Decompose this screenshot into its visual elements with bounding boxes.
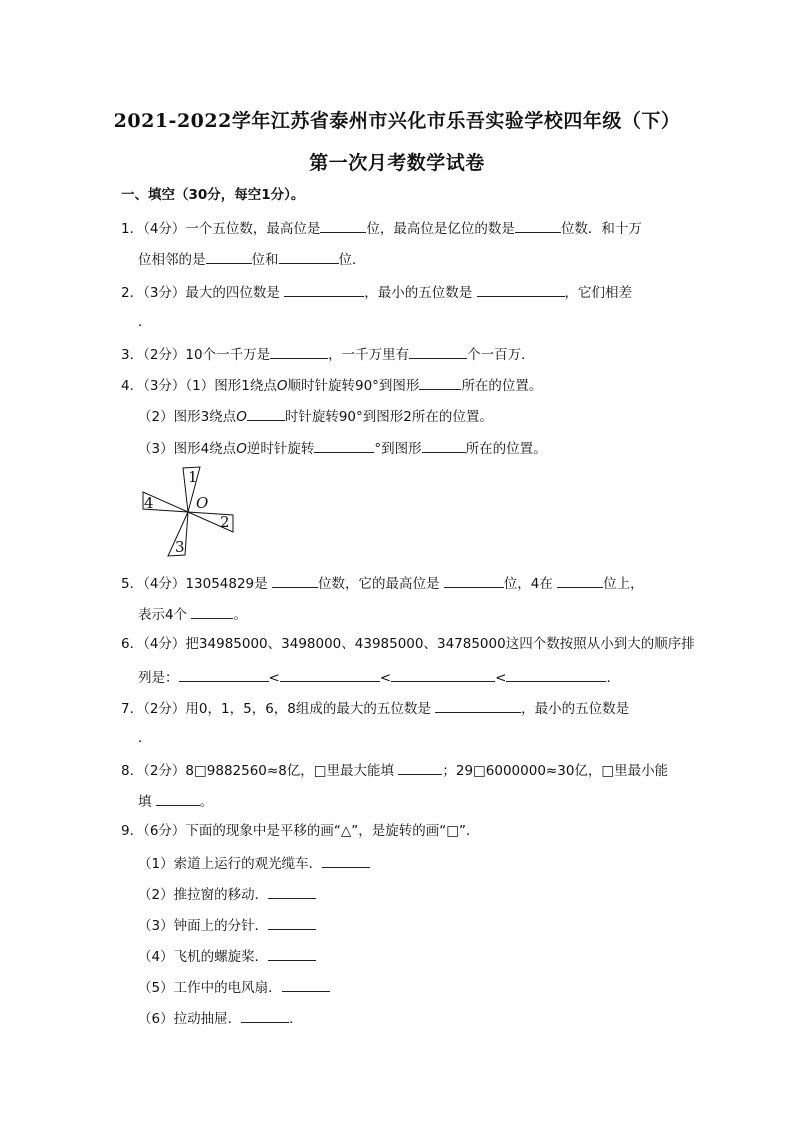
answer-blank[interactable]: [557, 573, 603, 588]
less-than-sign: <: [379, 670, 392, 686]
answer-blank[interactable]: [268, 915, 316, 930]
q3-text-b: ，一千万里有: [328, 347, 410, 363]
figure-label-4: 4: [144, 494, 154, 512]
question-8-line1: [121, 760, 668, 780]
question-6-line2: [138, 667, 620, 687]
question-9: 9．（6分）下面的现象中是平移的画“△”，是旋转的画“□”．: [121, 823, 480, 839]
answer-blank[interactable]: [179, 667, 269, 682]
q8-text-d: 。: [199, 794, 214, 810]
exam-title-line1: 2021-2022学年江苏省泰州市兴化市乐吾实验学校四年级（下）: [113, 110, 681, 132]
answer-blank[interactable]: [322, 853, 370, 868]
answer-blank[interactable]: [156, 791, 200, 806]
answer-blank[interactable]: [314, 438, 374, 453]
question-7-line2: ．: [138, 730, 152, 746]
q7-text-a: 7．（2分）用0，1，5，6，8组成的最大的五位数是: [121, 701, 431, 717]
q3-text-c: 个一百万．: [467, 347, 535, 363]
exam-title-line2: 第一次月考数学试卷: [309, 152, 485, 174]
q2-text-a: 2．（3分）最大的四位数是: [121, 285, 280, 301]
q2-text-b: ，最小的五位数是: [364, 285, 473, 301]
figure-point-o: O: [196, 494, 209, 512]
answer-blank[interactable]: [515, 218, 561, 233]
answer-blank[interactable]: [241, 1008, 289, 1023]
q9-item-text: （3）钟面上的分针．: [138, 918, 269, 934]
less-than-sign: <: [495, 670, 507, 686]
answer-blank[interactable]: [280, 667, 380, 682]
answer-blank[interactable]: [435, 698, 521, 713]
q4-text-g: 逆时针旋转: [246, 441, 315, 457]
answer-blank[interactable]: [422, 438, 466, 453]
answer-blank[interactable]: [279, 249, 339, 264]
q2-text-c: ，它们相差: [564, 285, 633, 301]
answer-blank[interactable]: [272, 573, 318, 588]
q9-item-dot: ．: [289, 1011, 303, 1027]
q4-text-a: 4．（3分）（1）图形1绕点: [121, 378, 277, 394]
rotation-figure: [138, 462, 250, 562]
less-than-sign: <: [268, 670, 280, 686]
q5-text-f: 。: [233, 607, 247, 623]
question-8-line2: [138, 791, 213, 811]
q6-end: ．: [606, 670, 620, 686]
question-1-line2: [138, 249, 366, 269]
question-2-line1: [121, 282, 632, 302]
answer-blank[interactable]: [268, 946, 316, 961]
q4-text-d: （2）图形3绕点: [138, 409, 237, 425]
q1-text-c: 位数．和十万: [560, 221, 642, 237]
answer-blank[interactable]: [398, 760, 442, 775]
answer-blank[interactable]: [506, 667, 606, 682]
figure-label-2: 2: [220, 513, 230, 531]
q9-item: [138, 946, 316, 966]
q9-item: [138, 1008, 303, 1028]
answer-blank[interactable]: [191, 604, 233, 619]
question-4-line3: [138, 438, 547, 458]
question-4-line1: [121, 375, 542, 395]
answer-blank[interactable]: [206, 249, 252, 264]
answer-blank[interactable]: [282, 977, 330, 992]
q5-text-b: 位数，它的最高位是: [317, 576, 440, 592]
answer-blank[interactable]: [409, 344, 467, 359]
q4-text-i: 所在的位置。: [465, 441, 547, 457]
q9-item-text: （6）拉动抽屉．: [138, 1011, 242, 1027]
point-o-label: O: [236, 441, 247, 457]
question-1-line1: [121, 218, 642, 238]
figure-label-1: 1: [188, 468, 198, 486]
question-4-line2: [138, 406, 493, 426]
q3-text-a: 3．（2分）10个一千万是: [121, 347, 271, 363]
q9-item-text: （4）飞机的螺旋桨．: [138, 949, 269, 965]
answer-blank[interactable]: [320, 218, 366, 233]
q4-text-b: 顺时针旋转90°到图形: [287, 378, 420, 394]
q7-text-b: ，最小的五位数是: [521, 701, 630, 717]
q9-item-text: （5）工作中的电风扇．: [138, 980, 282, 996]
point-o-label: O: [276, 378, 288, 394]
answer-blank[interactable]: [268, 884, 316, 899]
q8-text-a: 8．（2分）8□9882560≈8亿，□里最大能填: [121, 763, 395, 779]
q1-text-d: 位相邻的是: [138, 252, 206, 268]
q5-text-e: 表示4个: [138, 607, 188, 623]
question-6-line1: 6．（4分）把34985000、3498000、43985000、34785000这四个数按照从小到大的顺序排: [121, 636, 695, 652]
answer-blank[interactable]: [284, 282, 364, 297]
section-heading: 一、填空（30分，每空1分）。: [121, 187, 305, 203]
answer-blank[interactable]: [477, 282, 565, 297]
point-o-label: O: [236, 409, 247, 425]
rotation-figure-svg: [138, 462, 250, 562]
q4-text-e: 时针旋转90°到图形2所在的位置。: [284, 409, 493, 425]
answer-blank[interactable]: [444, 573, 504, 588]
question-3: [121, 344, 535, 364]
q6-text-b: 列是：: [138, 670, 179, 686]
q5-text-a: 5．（4分）13054829是: [121, 576, 268, 592]
answer-blank[interactable]: [391, 667, 495, 682]
q1-text-a: 1．（4分）一个五位数，最高位是: [121, 221, 321, 237]
q1-text-b: 位，最高位是亿位的数是: [366, 221, 515, 237]
question-2-line2: ．: [138, 314, 152, 330]
q5-text-c: 位，4在: [503, 576, 553, 592]
q9-item: [138, 884, 316, 904]
answer-blank[interactable]: [270, 344, 328, 359]
q1-text-f: 位．: [338, 252, 366, 268]
q1-text-e: 位和: [251, 252, 279, 268]
q9-item-text: （1）索道上运行的观光缆车．: [138, 856, 323, 872]
q9-item: [138, 853, 370, 873]
answer-blank[interactable]: [247, 406, 285, 421]
question-7-line1: [121, 698, 629, 718]
question-5-line2: [138, 604, 247, 624]
q4-text-h: °到图形: [374, 441, 422, 457]
q9-item: [138, 915, 316, 935]
q5-text-d: 位上，: [603, 576, 644, 592]
question-5-line1: [121, 573, 644, 593]
q4-text-f: （3）图形4绕点: [138, 441, 237, 457]
q4-text-c: 所在的位置。: [461, 378, 543, 394]
answer-blank[interactable]: [419, 375, 461, 390]
figure-label-3: 3: [175, 538, 185, 556]
q8-text-b: ；29□6000000≈30亿，□里最小能: [442, 763, 669, 779]
q9-item-text: （2）推拉窗的移动．: [138, 887, 269, 903]
q8-text-c: 填: [138, 794, 152, 810]
q9-item: [138, 977, 330, 997]
